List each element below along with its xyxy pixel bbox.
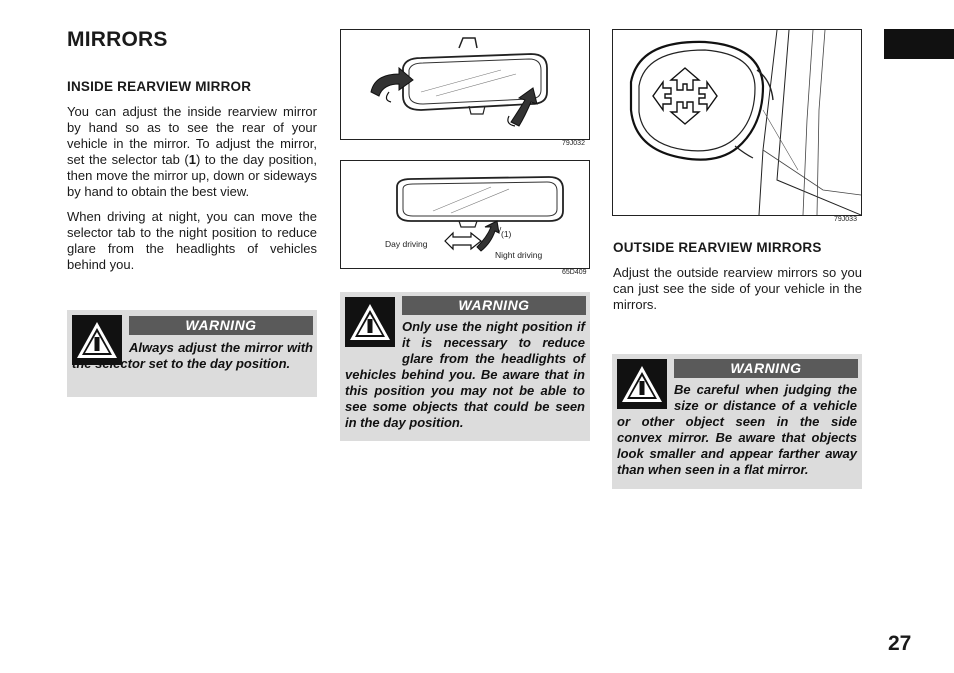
figure-inside-mirror: [340, 29, 590, 140]
warning-box-right: [612, 354, 862, 489]
warning-box-left: [67, 310, 317, 397]
figure-outside-mirror: [612, 29, 862, 216]
day-night-mirror-illustration: [341, 161, 589, 268]
page-number: 27: [888, 632, 912, 655]
warning-label-middle: WARNING: [402, 296, 586, 315]
day-driving-label: Day driving: [385, 239, 428, 249]
page-title: MIRRORS: [67, 28, 168, 51]
outside-mirror-text: Adjust the outside rearview mirrors so you can just see the side of your vehicle in the mirrors.: [613, 265, 862, 312]
figure-1-code: 79J032: [562, 140, 585, 147]
night-driving-label: Night driving: [495, 250, 543, 260]
figure-day-night: [340, 160, 590, 269]
outside-mirror-heading: OUTSIDE REARVIEW MIRRORS: [613, 240, 822, 255]
figure-3-code: 79J033: [834, 216, 857, 223]
inside-mirror-text: [67, 104, 317, 282]
warning-label-left: WARNING: [129, 316, 313, 335]
inside-para-1: You can adjust the inside rearview mirror by hand so as to see the rear of your vehicle in the mirror. To adjust the mirror, set the selector tab (1) to the day position, then move the mirror up, down or sideways by hand to obtain the best view.: [67, 104, 317, 199]
selector-marker-label: (1): [501, 229, 512, 239]
inside-mirror-heading: INSIDE REARVIEW MIRROR: [67, 79, 252, 94]
figure-2-code: 65D409: [562, 269, 587, 276]
inside-mirror-illustration: [341, 30, 589, 139]
warning-label-right: WARNING: [674, 359, 858, 378]
warning-text-right: Be careful when judging the size or distance of a vehicle or other object seen in the side convex mirror. Be aware that objects look smaller and appear farther away than when seen in a flat mirror.: [617, 382, 857, 477]
outside-mirror-illustration: [613, 30, 861, 215]
inside-para-2: When driving at night, you can move the selector tab to the night position to reduce glare from the headlights of vehicles behind you.: [67, 209, 317, 272]
warning-box-middle: [340, 292, 590, 441]
warning-text-left: Always adjust the mirror with the selector set to the day position.: [72, 340, 313, 371]
warning-text-middle: Only use the night position if it is necessary to reduce glare from the headlights of vehicles behind you. Be aware that in this position you may not be able to see some objects that could be seen in the day position.: [345, 319, 585, 430]
section-tab: [884, 29, 954, 59]
